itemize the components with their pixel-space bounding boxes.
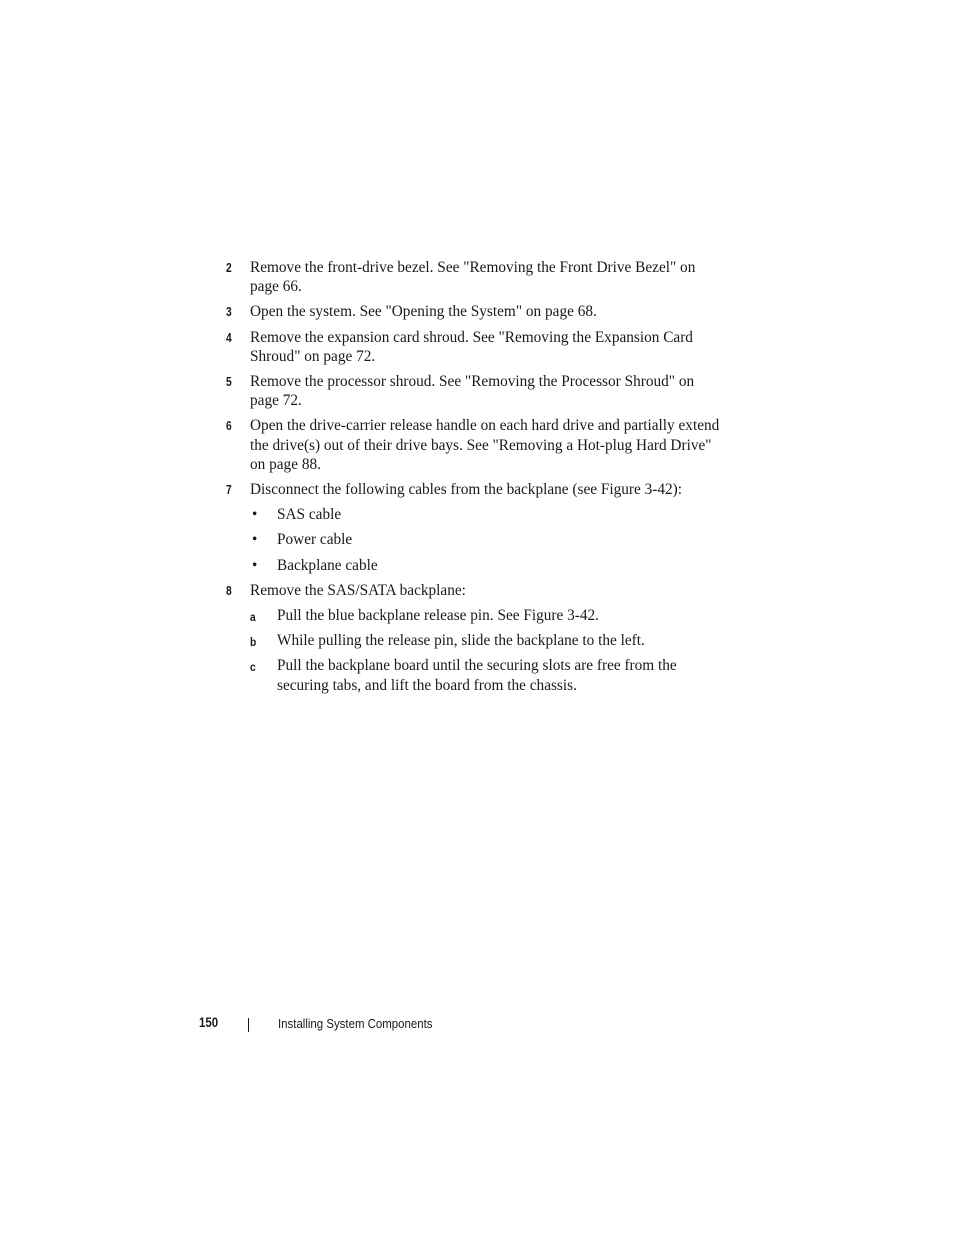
step-number: 7 bbox=[226, 483, 232, 498]
step-number: 2 bbox=[226, 261, 232, 275]
bullet-icon: • bbox=[252, 531, 258, 549]
list-item bbox=[250, 556, 726, 575]
substep-list bbox=[250, 606, 726, 695]
step-text: Remove the expansion card shroud. See "Removing the Expansion Card Shroud" on page 72. bbox=[250, 328, 693, 365]
step-number: 8 bbox=[226, 583, 232, 598]
step-6 bbox=[226, 416, 726, 474]
substep-text: Pull the blue backplane release pin. See Figure 3-42. bbox=[277, 607, 599, 625]
step-number: 3 bbox=[226, 305, 232, 320]
section-title: Installing System Components bbox=[278, 1016, 433, 1031]
step-text: Open the drive-carrier release handle on each hard drive and partially extend the drive(s) out of their drive bays. See "Removing a Hot-plug Hard Drive" on page 88. bbox=[250, 417, 720, 473]
bullet-icon: • bbox=[252, 556, 258, 574]
step-2 bbox=[226, 258, 726, 296]
bullet-text: SAS cable bbox=[277, 506, 342, 524]
step-5 bbox=[226, 372, 726, 410]
step-text: Disconnect the following cables from the backplane (see Figure 3-42): bbox=[250, 481, 682, 499]
bullet-text: Power cable bbox=[277, 531, 353, 549]
step-number: 4 bbox=[226, 330, 232, 345]
step-4 bbox=[226, 328, 726, 366]
substep-letter: a bbox=[250, 610, 256, 625]
substep-letter: b bbox=[250, 635, 257, 650]
step-8 bbox=[226, 581, 726, 695]
substep-text: While pulling the release pin, slide the backplane to the left. bbox=[277, 632, 645, 650]
list-item bbox=[250, 530, 726, 549]
bullet-icon: • bbox=[252, 506, 258, 524]
page-number: 150 bbox=[199, 1015, 219, 1030]
step-3 bbox=[226, 302, 726, 321]
cable-list bbox=[250, 505, 726, 575]
step-number: 5 bbox=[226, 375, 232, 390]
substep-letter: c bbox=[250, 660, 256, 675]
step-text: Open the system. See "Opening the System" on page 68. bbox=[250, 303, 597, 321]
procedure-content bbox=[226, 258, 726, 701]
substep-a bbox=[250, 606, 726, 625]
list-item bbox=[250, 505, 726, 524]
footer-divider bbox=[248, 1018, 249, 1032]
step-text: Remove the processor shroud. See "Removing the Processor Shroud" on page 72. bbox=[250, 373, 695, 410]
step-text: Remove the front-drive bezel. See "Removing the Front Drive Bezel" on page 66. bbox=[250, 259, 696, 296]
step-text: Remove the SAS/SATA backplane: bbox=[250, 581, 466, 599]
bullet-text: Backplane cable bbox=[277, 556, 378, 574]
substep-c bbox=[250, 656, 726, 694]
substep-text: Pull the backplane board until the securing slots are free from the securing tabs, and lift the board from the chassis. bbox=[277, 657, 677, 694]
step-number: 6 bbox=[226, 419, 232, 434]
step-7 bbox=[226, 480, 726, 575]
substep-b bbox=[250, 631, 726, 650]
